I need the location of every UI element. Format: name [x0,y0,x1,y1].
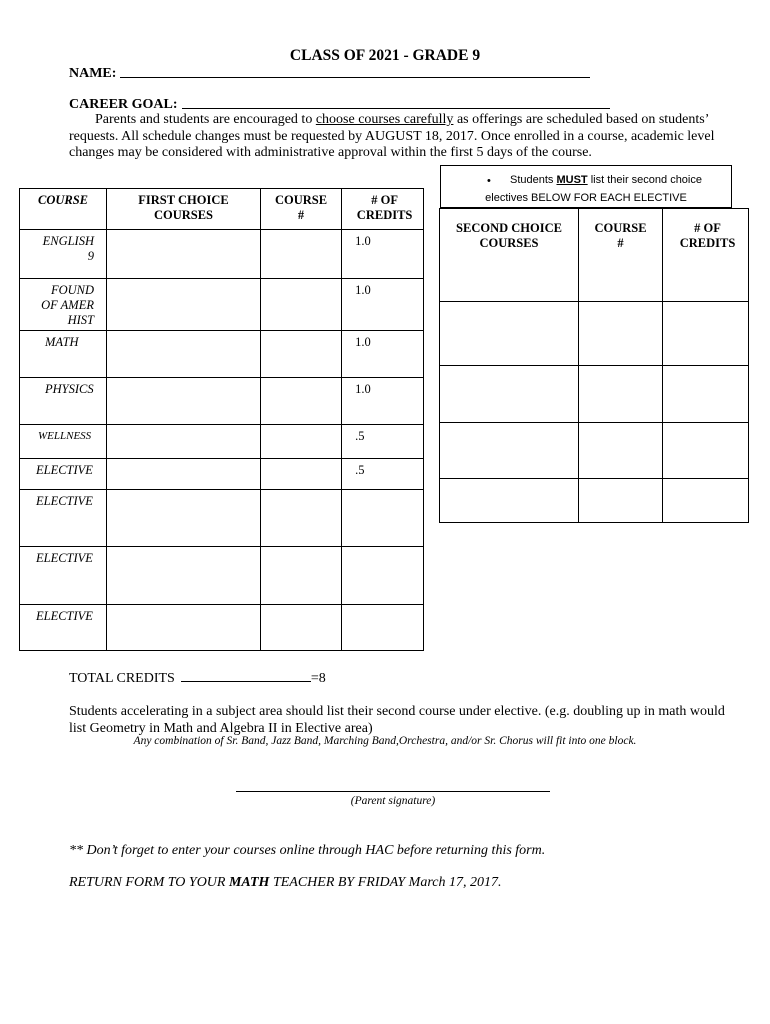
second-choice-cell[interactable] [440,423,579,479]
course-number-cell[interactable] [261,331,342,378]
second-choice-cell[interactable] [440,366,579,423]
course-number-cell[interactable] [579,366,663,423]
table-row [440,423,749,479]
note-line-1 [510,174,702,186]
note-must: MUST [556,174,588,186]
course-number-cell[interactable] [261,547,342,605]
total-credits-field-line[interactable] [181,669,311,682]
first-choice-cell[interactable] [107,279,261,331]
table-row [440,302,749,366]
first-choice-table [19,188,424,651]
acceleration-note: Students accelerating in a subject area should list their second course under elective. (e.g. doubling up in math would list Geometry in Math and Algebra II in Elective area) [69,704,725,736]
intro-paragraph [69,112,729,162]
course-number-cell[interactable] [261,378,342,425]
hac-reminder: ** Don’t forget to enter your courses online through HAC before returning this form. [69,843,546,858]
first-choice-cell[interactable] [107,425,261,459]
table-row [440,366,749,423]
course-name: PHYSICS [20,378,107,425]
course-number-cell[interactable] [261,230,342,279]
band-combination-note: Any combination of Sr. Band, Jazz Band, Marching Band,Orchestra, and/or Sr. Chorus will fit into one block. [133,735,637,747]
table-row [20,490,424,547]
first-choice-cell[interactable] [107,547,261,605]
course-number-cell[interactable] [261,490,342,547]
intro-text-end: as offerings are scheduled based on students’ requests. All schedule changes must be requested by AUGUST 18, 2017. Once enrolled in a course, academic level changes may be considered with administrative approval within the first 5 days of the course. [69,112,715,160]
course-name: FOUND OF AMER HIST [20,279,107,331]
first-choice-cell[interactable] [107,378,261,425]
return-text-end: TEACHER BY FRIDAY March 17, 2017. [269,875,502,890]
second-choice-table [439,208,749,523]
credits-cell[interactable] [663,479,749,523]
course-number-cell[interactable] [261,425,342,459]
note-text-end: list their second choice [587,174,702,186]
table-row [20,605,424,651]
first-choice-cell[interactable] [107,459,261,490]
bullet-icon: • [487,175,491,187]
credits-cell[interactable] [663,366,749,423]
second-choice-note-box [440,165,732,208]
course-number-cell[interactable] [579,302,663,366]
parent-signature-line[interactable] [236,791,550,792]
course-name: ELECTIVE [20,605,107,651]
col-header-credits: # OF CREDITS [663,209,749,302]
credits-cell[interactable] [663,302,749,366]
table-row [20,425,424,459]
credits-value: .5 [342,425,424,459]
table-row [20,378,424,425]
first-choice-cell[interactable] [107,230,261,279]
first-choice-cell[interactable] [107,331,261,378]
table-header-row [20,189,424,230]
intro-text-start: Parents and students are encouraged to [95,112,316,127]
col-header-course-number: COURSE # [579,209,663,302]
table-row [20,279,424,331]
note-line-2: electives BELOW FOR EACH ELECTIVE [485,192,687,204]
total-credits-label: TOTAL CREDITS [69,671,175,686]
credits-value: 1.0 [342,279,424,331]
name-field-line[interactable] [120,77,590,78]
note-text-start: Students [510,174,557,186]
course-name: ELECTIVE [20,547,107,605]
col-header-second-choice: SECOND CHOICE COURSES [440,209,579,302]
credits-cell[interactable] [663,423,749,479]
course-name: WELLNESS [20,425,107,459]
first-choice-cell[interactable] [107,605,261,651]
table-row [20,547,424,605]
course-number-cell[interactable] [579,423,663,479]
credits-value: 1.0 [342,230,424,279]
course-number-cell[interactable] [261,605,342,651]
second-choice-cell[interactable] [440,302,579,366]
second-choice-cell[interactable] [440,479,579,523]
course-number-cell[interactable] [579,479,663,523]
total-credits [69,669,326,687]
credits-value: .5 [342,459,424,490]
total-credits-value: =8 [310,671,326,686]
col-header-course: COURSE [20,189,107,230]
credits-value: 1.0 [342,331,424,378]
col-header-first-choice: FIRST CHOICE COURSES [107,189,261,230]
course-number-cell[interactable] [261,279,342,331]
return-instructions [69,875,501,891]
return-math: MATH [228,875,270,890]
col-header-course-number: COURSE # [261,189,342,230]
credits-value [342,490,424,547]
form-title: CLASS OF 2021 - GRADE 9 [289,47,481,64]
career-goal-field-line[interactable] [182,108,610,109]
career-goal-label: CAREER GOAL: [69,97,178,112]
course-name: ENGLISH 9 [20,230,107,279]
table-header-row [440,209,749,302]
return-text-start: RETURN FORM TO YOUR [69,875,229,890]
credits-value [342,605,424,651]
course-name: ELECTIVE [20,490,107,547]
parent-signature-caption: (Parent signature) [350,795,436,807]
table-row [20,459,424,490]
table-row [20,331,424,378]
course-name: ELECTIVE [20,459,107,490]
course-number-cell[interactable] [261,459,342,490]
name-label: NAME: [69,66,117,81]
course-name: MATH [20,331,107,378]
table-row [440,479,749,523]
table-row [20,230,424,279]
credits-value [342,547,424,605]
credits-value: 1.0 [342,378,424,425]
first-choice-cell[interactable] [107,490,261,547]
col-header-credits: # OF CREDITS [342,189,424,230]
intro-underlined-text: choose courses carefully [315,112,454,127]
